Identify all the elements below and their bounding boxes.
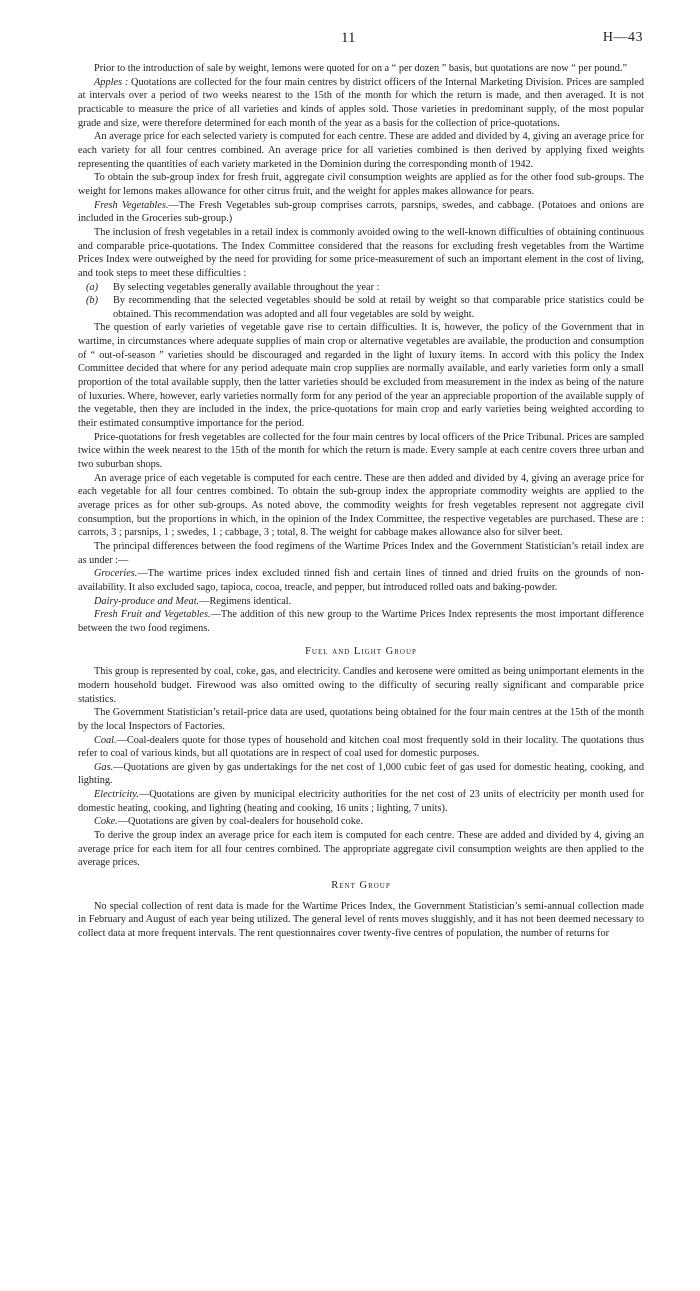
vegetable-average-paragraph: An average price of each vegetable is computed for each centre. These are then added and divided by 4, giving an average price for each vegetable for all four centres combined. To obtain the sub-group index the appropriate commodity weights are applied to the average prices as for other sub-groups. As noted above, the commodity weights for fresh vegetables represent not aggregate civil consumption, but the proportions in which, in the opinion of the Index Committee, the respective vegetables are purchased. These are : carrots, 3 ; parsnips, 1 ; swedes, 1 ; cabbage, 3 ; total, 8. The weight for cabbage makes allowance also for silver beet. bbox=[78, 472, 644, 539]
list-marker-b: (b) bbox=[86, 295, 99, 307]
apples-lead: Apples : bbox=[94, 76, 129, 88]
rent-heading: Rent Group bbox=[331, 880, 391, 892]
dairy-meat-paragraph bbox=[78, 595, 644, 609]
list-text-a: By selecting vegetables generally available throughout the year : bbox=[113, 281, 380, 293]
fuel-light-heading: Fuel and Light Group bbox=[305, 645, 417, 657]
fresh-vegetables-text: —The Fresh Vegetables sub-group comprises carrots, parsnips, swedes, and cabbage. (Potatoes and onions are included in the Groceries sub-group.) bbox=[78, 199, 645, 225]
list-item-a bbox=[78, 281, 644, 295]
apples-average-paragraph: An average price for each selected variety is computed for each centre. These are added and divided by 4, giving an average price for each variety for all four centres combined. An average price for all varieties combined is then derived by applying fixed weights representing the quantities of each variety marketed in the Dominion during the corresponding month of 1942. bbox=[78, 131, 644, 170]
coke-paragraph bbox=[78, 815, 644, 829]
apples-paragraph bbox=[78, 76, 644, 131]
page-number: 11 bbox=[341, 30, 356, 46]
fresh-vegetables-lead: Fresh Vegetables. bbox=[94, 199, 169, 211]
dairy-meat-text: —Regimens identical. bbox=[199, 595, 292, 607]
document-reference: H—43 bbox=[602, 30, 643, 45]
vegetable-quotations-paragraph: Price-quotations for fresh vegetables are collected for the four main centres by local officers of the Price Tribunal. Prices are sampled twice within the week nearest to the 15th of the month for which the return is made. Every sample at each centre covers three urban and two suburban shops. bbox=[78, 431, 644, 471]
electricity-paragraph bbox=[78, 788, 644, 815]
groceries-paragraph bbox=[78, 567, 644, 594]
coke-text: —Quotations are given by coal-dealers for household coke. bbox=[117, 816, 364, 828]
list-text-b: By recommending that the selected vegetables should be sold at retail by weight so that comparable price statistics could be obtained. This recommendation was adopted and all four vegetables are sold by weight. bbox=[113, 295, 644, 320]
groceries-text: —The wartime prices index excluded tinned fish and certain lines of tinned and dried fruits on the grounds of non-availability. It also excluded sago, tapioca, cocoa, treacle, and pepper, but introduced rolled oats and baking-powder. bbox=[78, 568, 644, 593]
coke-lead: Coke. bbox=[94, 816, 118, 828]
gas-lead: Gas. bbox=[94, 761, 114, 773]
list-item-b bbox=[78, 294, 644, 321]
gas-paragraph bbox=[78, 761, 644, 788]
fresh-fruit-vegetables-paragraph bbox=[78, 608, 644, 635]
apples-text: Quotations are collected for the four main centres by district officers of the Internal Marketing Division. Prices are sampled at intervals over a period of two weeks nearest to the 15th of the month for which the return is made, and then averaged. It is not practicable to measure the price of all varieties and kinds of apples sold. Those varieties in predominant supply, of the most popular grade and size, were therefore determined for each month of the year as a basis for the collection of price-quotations. bbox=[78, 76, 644, 129]
coal-lead: Coal. bbox=[94, 734, 117, 746]
fuel-group-paragraph: This group is represented by coal, coke, gas, and electricity. Candles and kerosene were omitted as being unimportant elements in the modern household budget. Firewood was also omitted owing to the difficulty of securing really significant and comparable price statistics. bbox=[78, 666, 644, 705]
lemons-paragraph: Prior to the introduction of sale by weight, lemons were quoted for on a “ per dozen ” basis, but quotations are now “ per pound.” bbox=[94, 63, 628, 74]
page-body bbox=[78, 62, 644, 941]
dairy-meat-lead: Dairy-produce and Meat. bbox=[94, 595, 200, 607]
page-header bbox=[0, 30, 700, 50]
early-varieties-paragraph: The question of early varieties of vegetable gave rise to certain difficulties. It is, however, the policy of the Government that in wartime, in circumstances where adequate supplies of main crop or alternative vegetables are available, the production and consumption of “ out-of-season ” varieties should be discouraged and regarded in the light of luxury items. In accord with this policy the Index Committee decided that where for any period adequate main crop supplies are normally available, and early varieties form only a small proportion of the total available supply, then the latter varieties should be excluded from measurement in the index as being of the nature of luxuries. Where, however, early varieties normally form for any period of the year an appreciable proportion of the available supply of the vegetable, then they are included in the index, the price-quotations for main crop and early varieties being weighted according to their estimated consumptive importance for the period. bbox=[78, 322, 644, 430]
groceries-lead: Groceries. bbox=[94, 568, 138, 580]
fresh-vegetables-paragraph bbox=[78, 199, 644, 226]
fresh-fruit-index-paragraph: To obtain the sub-group index for fresh fruit, aggregate civil consumption weights are applied as for the other food sub-groups. The weight for lemons makes allowance for other citrus fruit, and the weight for apples makes allowance for pears. bbox=[78, 172, 644, 197]
fuel-index-paragraph: To derive the group index an average price for each item is computed for each centre. These are added and divided by 4, giving an average price for each item for all four centres combined. The appropriate aggregate civil consumption weights are then applied to the average prices. bbox=[78, 830, 644, 869]
fuel-data-paragraph: The Government Statistician’s retail-price data are used, quotations being obtained for the four main centres at the 15th of the month by the local Inspectors of Factories. bbox=[78, 707, 644, 732]
gas-text: —Quotations are given by gas undertakings for the net cost of 1,000 cubic feet of gas used for domestic heating, cooking, and lighting. bbox=[78, 761, 644, 787]
fresh-fruit-vegetables-text: —The addition of this new group to the Wartime Prices Index represents the most important difference between the two food regimens. bbox=[78, 609, 644, 634]
coal-paragraph bbox=[78, 734, 644, 761]
electricity-lead: Electricity. bbox=[94, 789, 139, 801]
vegetables-inclusion-paragraph: The inclusion of fresh vegetables in a retail index is commonly avoided owing to the well-known difficulties of obtaining continuous and comparable price-quotations. The Index Committee considered that the reasons for excluding fresh vegetables from the Wartime Prices Index were outweighed by the need for providing for some price-measurement of such an important element in the cost of living, and took steps to meet these difficulties : bbox=[78, 226, 644, 279]
coal-text: —Coal-dealers quote for those types of household and kitchen coal most frequently sold in their locality. The quotations thus refer to coal of various kinds, but all quotations are in respect of coal used for domestic purposes. bbox=[78, 734, 644, 760]
principal-differences-paragraph: The principal differences between the food regimens of the Wartime Prices Index and the Government Statistician’s retail index are as under :— bbox=[78, 540, 644, 566]
electricity-text: —Quotations are given by municipal electricity authorities for the net cost of 23 units of electricity per month used for domestic heating, cooking, and lighting (heating and cooking, 16 units ; lighting, 7 units). bbox=[78, 789, 644, 814]
rent-paragraph: No special collection of rent data is made for the Wartime Prices Index, the Government Statistician’s semi-annual collection made in February and August of each year being utilized. The general level of rents moves sluggishly, and it has not been deemed necessary to collect data at more frequent intervals. The rent questionnaires cover twenty-five centres of population, the number of returns for bbox=[78, 900, 644, 940]
list-marker-a: (a) bbox=[86, 281, 99, 293]
fresh-fruit-vegetables-lead: Fresh Fruit and Vegetables. bbox=[94, 609, 211, 621]
